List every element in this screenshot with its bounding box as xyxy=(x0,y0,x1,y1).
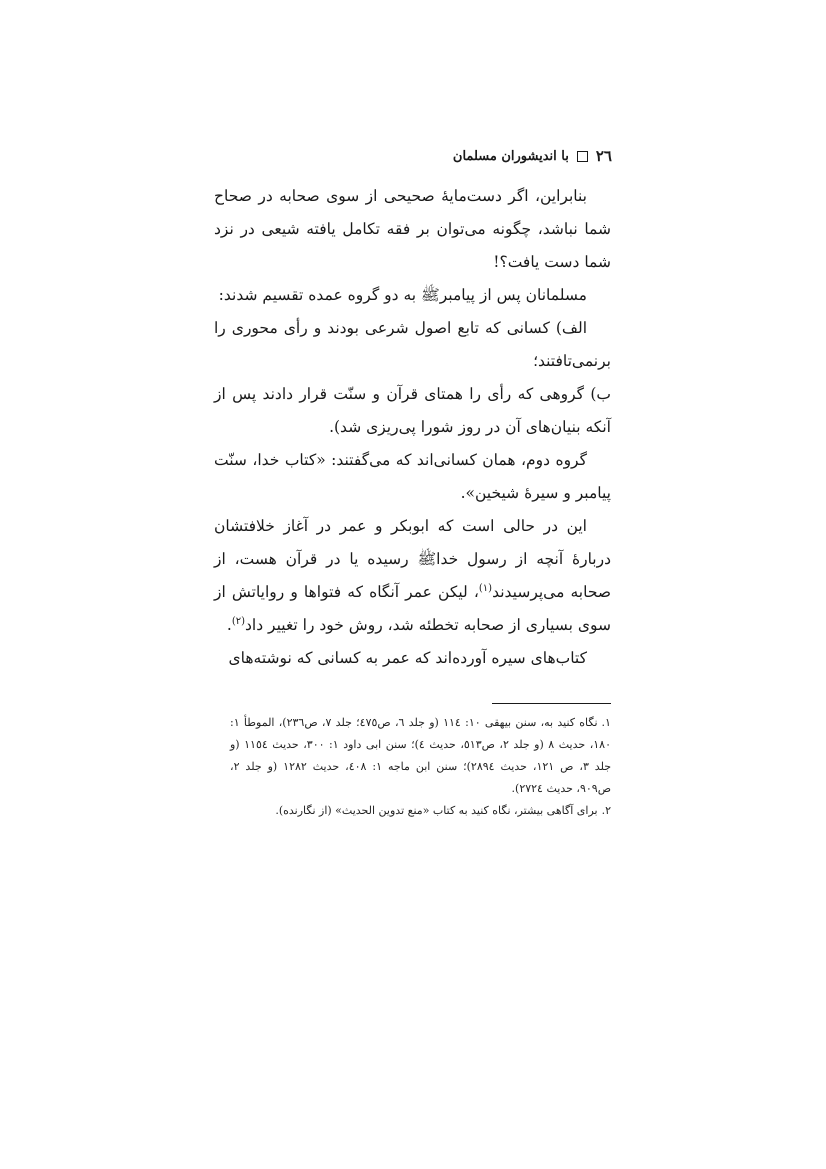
footnote-2-text: برای آگاهی بیشتر، نگاه کنید به کتاب «منع تدوین الحدیث» (از نگارنده). xyxy=(275,804,598,817)
body-text xyxy=(214,180,611,675)
footnote-divider xyxy=(492,703,611,704)
running-title: با اندیشوران مسلمان xyxy=(452,148,569,164)
footnote-2-number: ٢. xyxy=(601,804,611,817)
paragraph-caliphs xyxy=(214,510,611,642)
square-bullet-icon xyxy=(577,151,588,162)
paragraph-sira: کتاب‌های سیره آورده‌اند که عمر به کسانی که نوشته‌های xyxy=(228,649,587,667)
caliphs-text-c: . xyxy=(226,616,232,634)
paragraph-intro: بنابراین، اگر دست‌مایهٔ صحیحی از سوی صحابه در صحاح شما نباشد، چگونه می‌توان بر فقه تکامل یافته شیعی در نزد شما دست یافت؟! xyxy=(214,187,611,271)
footnote-1-text: نگاه کنید به، سنن بیهقی ١٠: ١١٤ (و جلد ٦، ص٤٧٥؛ جلد ٧، ص٢٣٦)، الموطأ ١: ١٨٠، حدیث ٨ (و جلد ٢، ص٥١٣، حدیث ٤)؛ سنن ابی داود ١: ٣٠٠، حدیث ١١٥٤ (و جلد ٣، ص ١٢١، حدیث ٢٨٩٤)؛ سنن ابن ماجه ١: ٤٠٨، حدیث ١٢٨٢ (و جلد ٢، ص٩٠٩، حدیث ٢٧٢٤). xyxy=(230,716,612,795)
paragraph-group-b: ب) گروهی که رأی را همتای قرآن و سنّت قرار دادند پس از آنکه بنیان‌های آن در روز شورا پی‌ریزی شد). xyxy=(214,385,611,436)
footnote-1-number: ١. xyxy=(601,716,611,729)
footnote-2 xyxy=(230,800,611,822)
paragraph-second-group: گروه دوم، همان کسانی‌اند که می‌گفتند: «کتاب خدا، سنّت پیامبر و سیرهٔ شیخین». xyxy=(214,451,611,502)
page-number: ٢٦ xyxy=(595,147,612,165)
caliphs-text-a: این در حالی است که ابوبکر و عمر در آغاز خلافتشان دربارهٔ آنچه از رسول خداﷺ رسیده یا در قرآن هست، از صحابه می‌پرسیدند xyxy=(214,517,611,601)
page-header xyxy=(200,144,612,168)
footnotes xyxy=(230,712,611,822)
footnote-1 xyxy=(230,712,611,800)
paragraph-group-a: الف) کسانی که تابع اصول شرعی بودند و رأی محوری را برنمی‌تافتند؛ xyxy=(214,319,611,370)
caliphs-text-b: ، لیکن عمر آنگاه که فتواها و روایاتش از سوی بسیاری از صحابه تخطئه شد، روش خود را تغییر داد xyxy=(214,583,611,634)
paragraph-groups: مسلمانان پس از پیامبرﷺ به دو گروه عمده تقسیم شدند: xyxy=(218,286,587,304)
footnote-ref-2[interactable]: (٢) xyxy=(231,615,245,627)
footnote-ref-1[interactable]: (١) xyxy=(478,582,493,594)
